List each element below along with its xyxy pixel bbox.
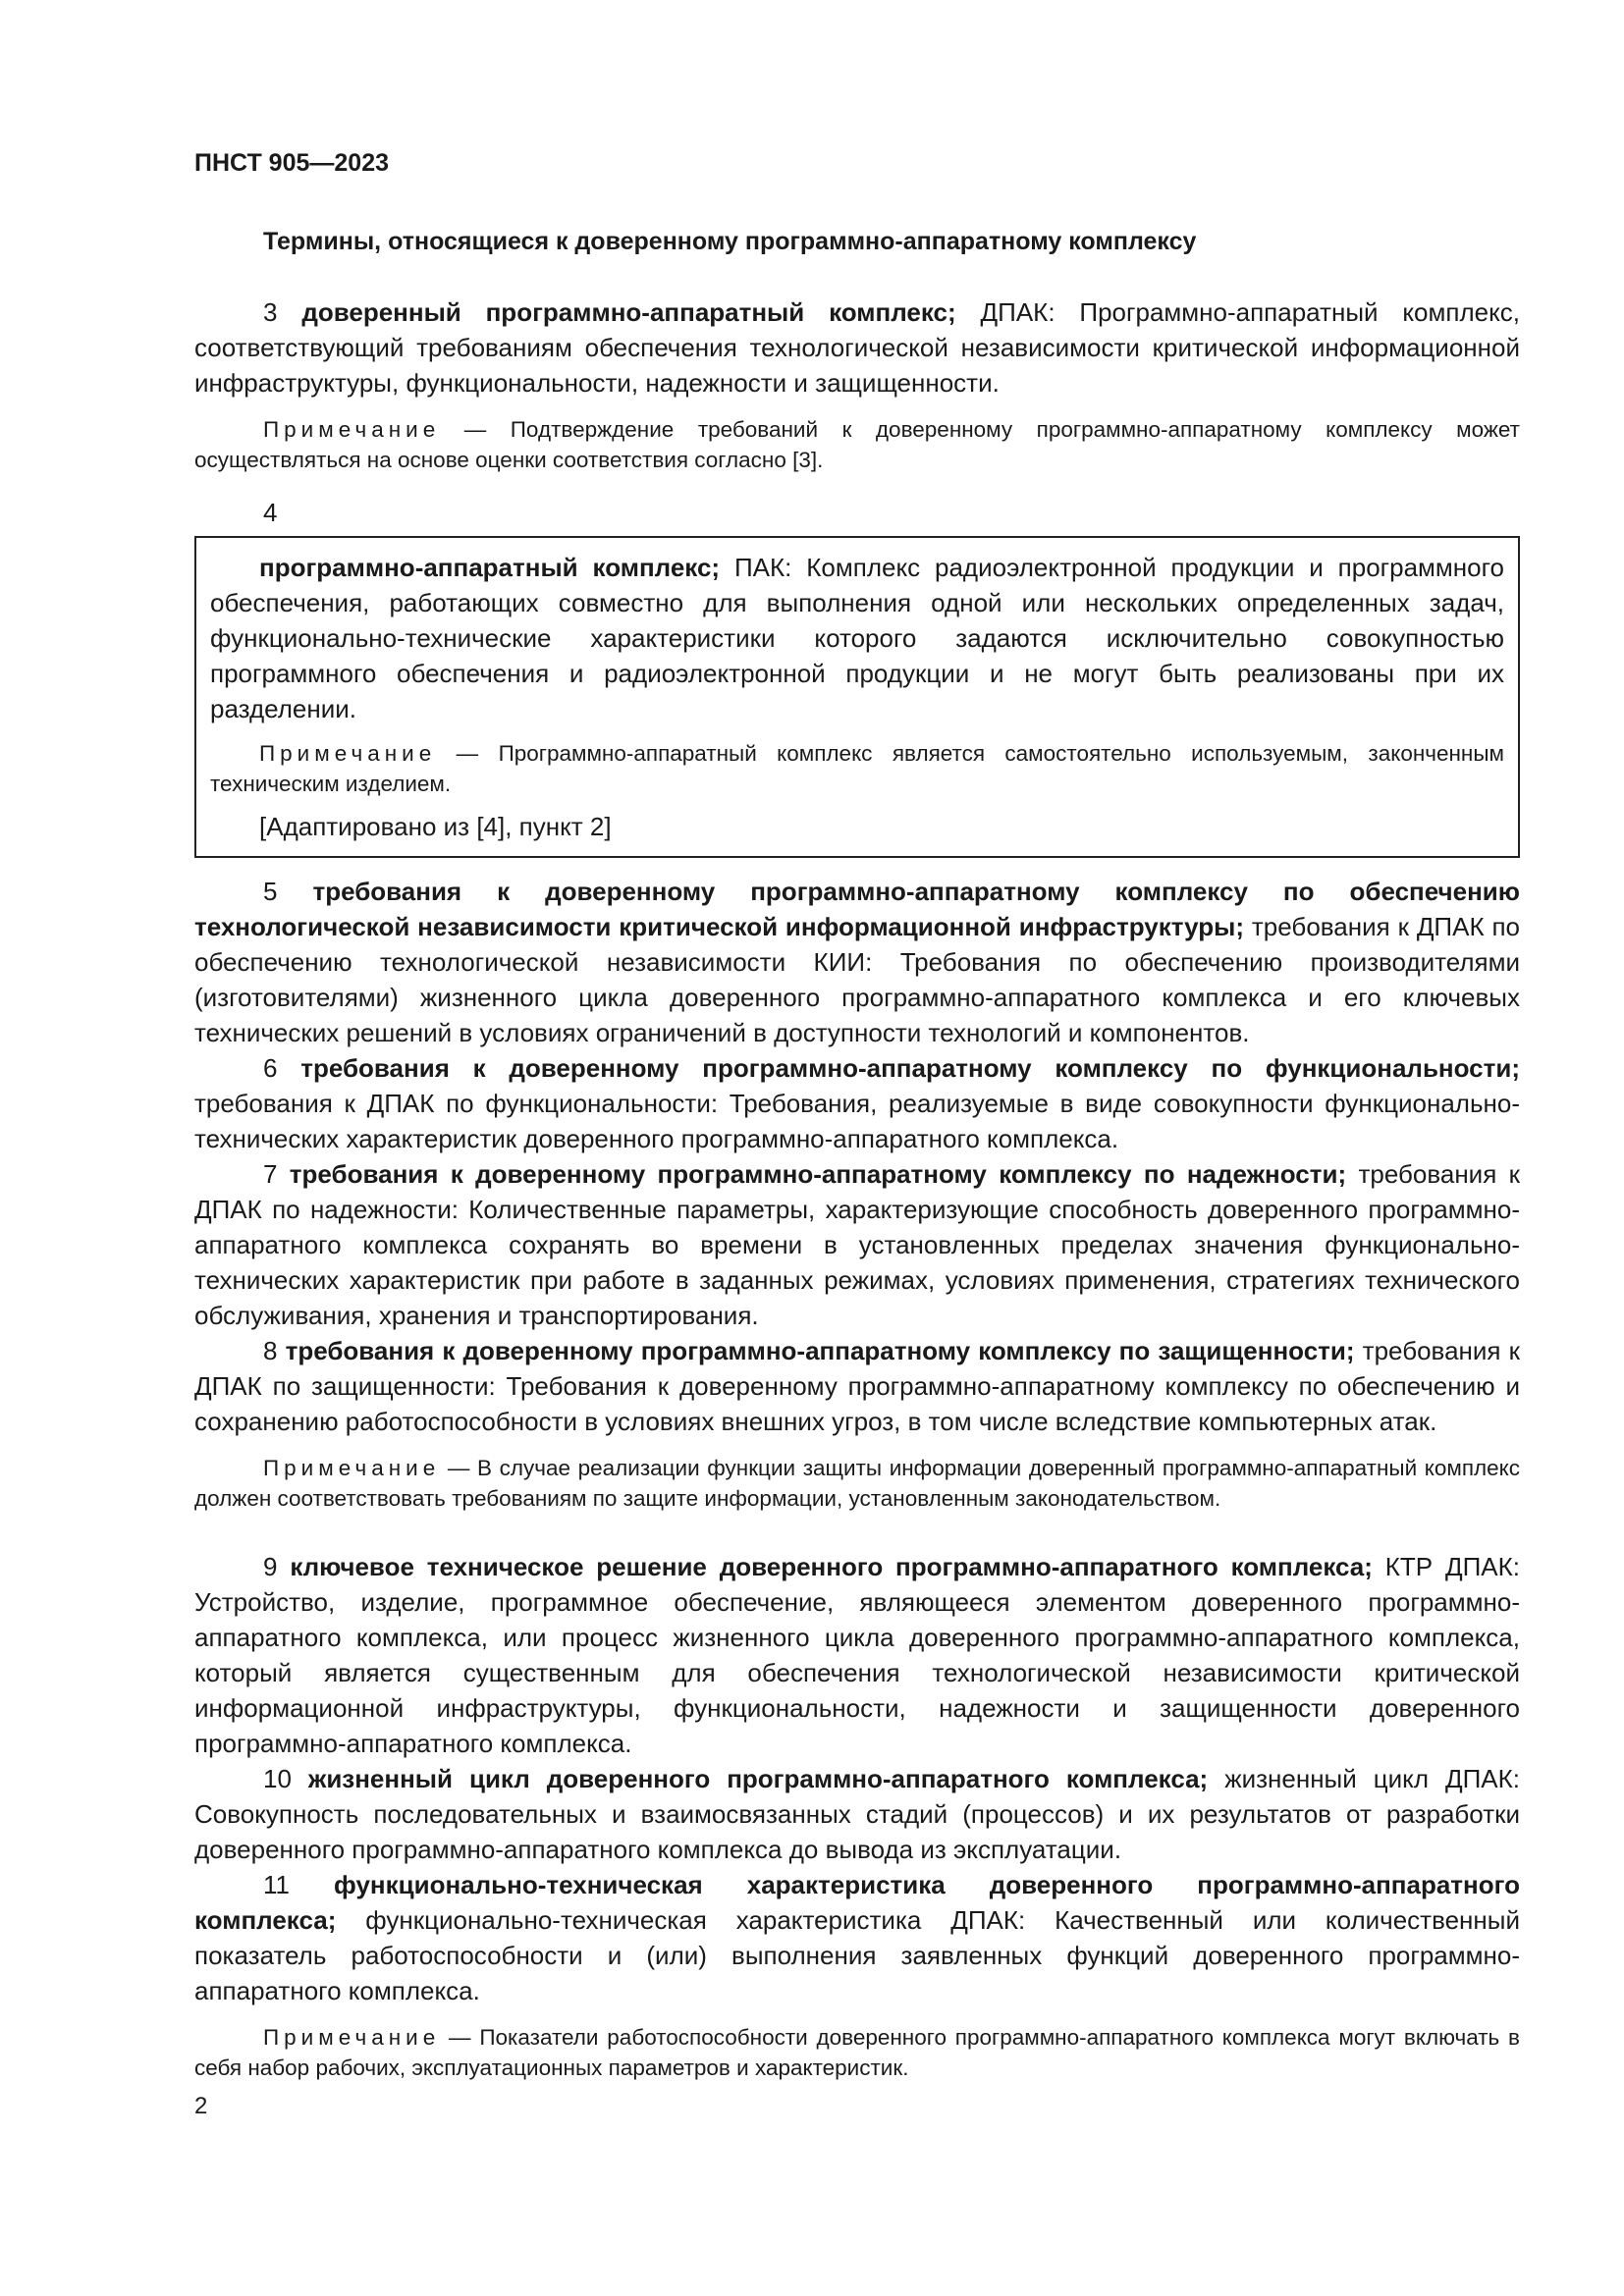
- term-number: 4: [263, 498, 278, 527]
- note-text: — Подтверждение требований к доверенному программно-аппаратному комплексу может осуществляться на основе оценки соответствия согласно [3].: [194, 417, 1520, 472]
- term-entry-7: [194, 1156, 1520, 1333]
- page-number: 2: [194, 2093, 208, 2119]
- term-entries-5-8: [194, 874, 1520, 1514]
- term-definition: функционально-техническая характеристика ДПАК: Качественный или количественный показатель работоспособности и (или) выполнения заявленных функций доверенного программно-аппаратного комплекса.: [194, 1905, 1520, 2005]
- note-text: — Показатели работоспособности доверенного программно-аппаратного комплекса могут включать в себя набор рабочих, эксплуатационных параметров и характеристик.: [194, 2025, 1520, 2080]
- note-label: Примечание: [263, 1456, 441, 1480]
- term-name: функционально-техническая характеристика доверенного программно-аппаратного комплекса;: [194, 1870, 1520, 1935]
- note-label: Примечание: [263, 2025, 441, 2050]
- term-number: 10: [263, 1764, 292, 1793]
- term-definition: требования к ДПАК по надежности: Количественные параметры, характеризующие способность доверенного программно-аппаратного комплекса сохранять во времени в установленных пределах значения функционально-технических характеристик при работе в заданных режимах, условиях применения, стратегиях технического обслуживания, хранения и транспортирования.: [194, 1159, 1520, 1330]
- term-number: 7: [263, 1159, 278, 1189]
- note-label: Примечание: [259, 741, 437, 766]
- term-definition: жизненный цикл ДПАК: Совокупность последовательных и взаимосвязанных стадий (процессов) и их результатов от разработки доверенного программно-аппаратного комплекса до вывода из эксплуатации.: [194, 1764, 1520, 1864]
- term-name: требования к доверенному программно-аппаратному комплексу по защищенности;: [285, 1336, 1355, 1365]
- term-entry-4: [194, 495, 1520, 858]
- term-entry-10: [194, 1761, 1520, 1867]
- term-number: 8: [263, 1336, 278, 1365]
- term-definition: ДПАК: Программно-аппаратный комплекс, соответствующий требованиям обеспечения технологической независимости критической информационной инфраструктуры, функциональности, надежности и защищенности.: [194, 297, 1520, 398]
- term-definition: требования к ДПАК по защищенности: Требования к доверенному программно-аппаратному комплексу по обеспечению и сохранению работоспособности в условиях внешних угроз, в том числе вследствие компьютерных атак.: [194, 1336, 1520, 1436]
- term-number: 3: [263, 297, 278, 327]
- term-entry-8: [194, 1333, 1520, 1439]
- term-number: 9: [263, 1552, 278, 1581]
- term-entry-3: [194, 294, 1520, 475]
- section-title: Термины, относящиеся к доверенному программно-аппаратному комплексу: [263, 228, 1197, 255]
- term-definition: требования к ДПАК по обеспечению технологической независимости КИИ: Требования по обеспечению производителями (изготовителями) жизненного цикла доверенного программно-аппаратного комплекса и его ключевых технических решений в условиях ограничений в доступности технологий и компонентов.: [194, 912, 1520, 1047]
- term-number: 5: [263, 877, 278, 906]
- term-entry-6: [194, 1050, 1520, 1156]
- term-entry-5: [194, 874, 1520, 1050]
- term-number: 6: [263, 1053, 278, 1083]
- note-text: — Программно-аппаратный комплекс является самостоятельно используемым, законченным техническим изделием.: [210, 741, 1504, 796]
- term-entry-11: [194, 1867, 1520, 2008]
- term-entry-9: [194, 1549, 1520, 1761]
- term-name: жизненный цикл доверенного программно-аппаратного комплекса;: [307, 1764, 1209, 1793]
- term-definition: КТР ДПАК: Устройство, изделие, программное обеспечение, являющееся элементом доверенного программно-аппаратного комплекса, или процесс жизненного цикла доверенного программно-аппаратного комплекса, который является существенным для обеспечения технологической независимости критической информационной инфраструктуры, функциональности, надежности и защищенности доверенного программно-аппаратного комплекса.: [194, 1552, 1520, 1758]
- term-name: доверенный программно-аппаратный комплекс;: [301, 297, 956, 327]
- term-name: требования к доверенному программно-аппаратному комплексу по обеспечению технологической независимости критической информационной инфраструктуры;: [194, 877, 1520, 941]
- term-note: [210, 738, 1504, 799]
- term-definition: требования к ДПАК по функциональности: Требования, реализуемые в виде совокупности функционально-технических характеристик доверенного программно-аппаратного комплекса.: [194, 1089, 1520, 1153]
- term-source: [Адаптировано из [4], пункт 2]: [259, 812, 612, 841]
- term-name: ключевое техническое решение доверенного программно-аппаратного комплекса;: [290, 1552, 1373, 1581]
- note-label: Примечание: [263, 417, 441, 442]
- term-name: программно-аппаратный комплекс;: [259, 553, 721, 582]
- term-definition: ПАК: Комплекс радиоэлектронной продукции и программного обеспечения, работающих совместно для выполнения одной или нескольких определенных задач, функционально-технические характеристики которого задаются исключительно совокупностью программного обеспечения и радиоэлектронной продукции и не могут быть реализованы при их разделении.: [210, 553, 1505, 723]
- adapted-term-box: [194, 536, 1520, 858]
- note-text: — В случае реализации функции защиты информации доверенный программно-аппаратный комплекс должен соответствовать требованиям по защите информации, установленным законодательством.: [194, 1456, 1520, 1511]
- term-name: требования к доверенному программно-аппаратному комплексу по надежности;: [289, 1159, 1347, 1189]
- term-note: [194, 2022, 1520, 2083]
- document-designation: ПНСТ 905—2023: [194, 149, 389, 177]
- term-note: [194, 1453, 1520, 1514]
- term-name: требования к доверенному программно-аппаратному комплексу по функциональности;: [300, 1053, 1520, 1083]
- term-entries-9-11: [194, 1549, 1520, 2083]
- term-number: 11: [263, 1870, 290, 1899]
- term-note: [194, 414, 1520, 475]
